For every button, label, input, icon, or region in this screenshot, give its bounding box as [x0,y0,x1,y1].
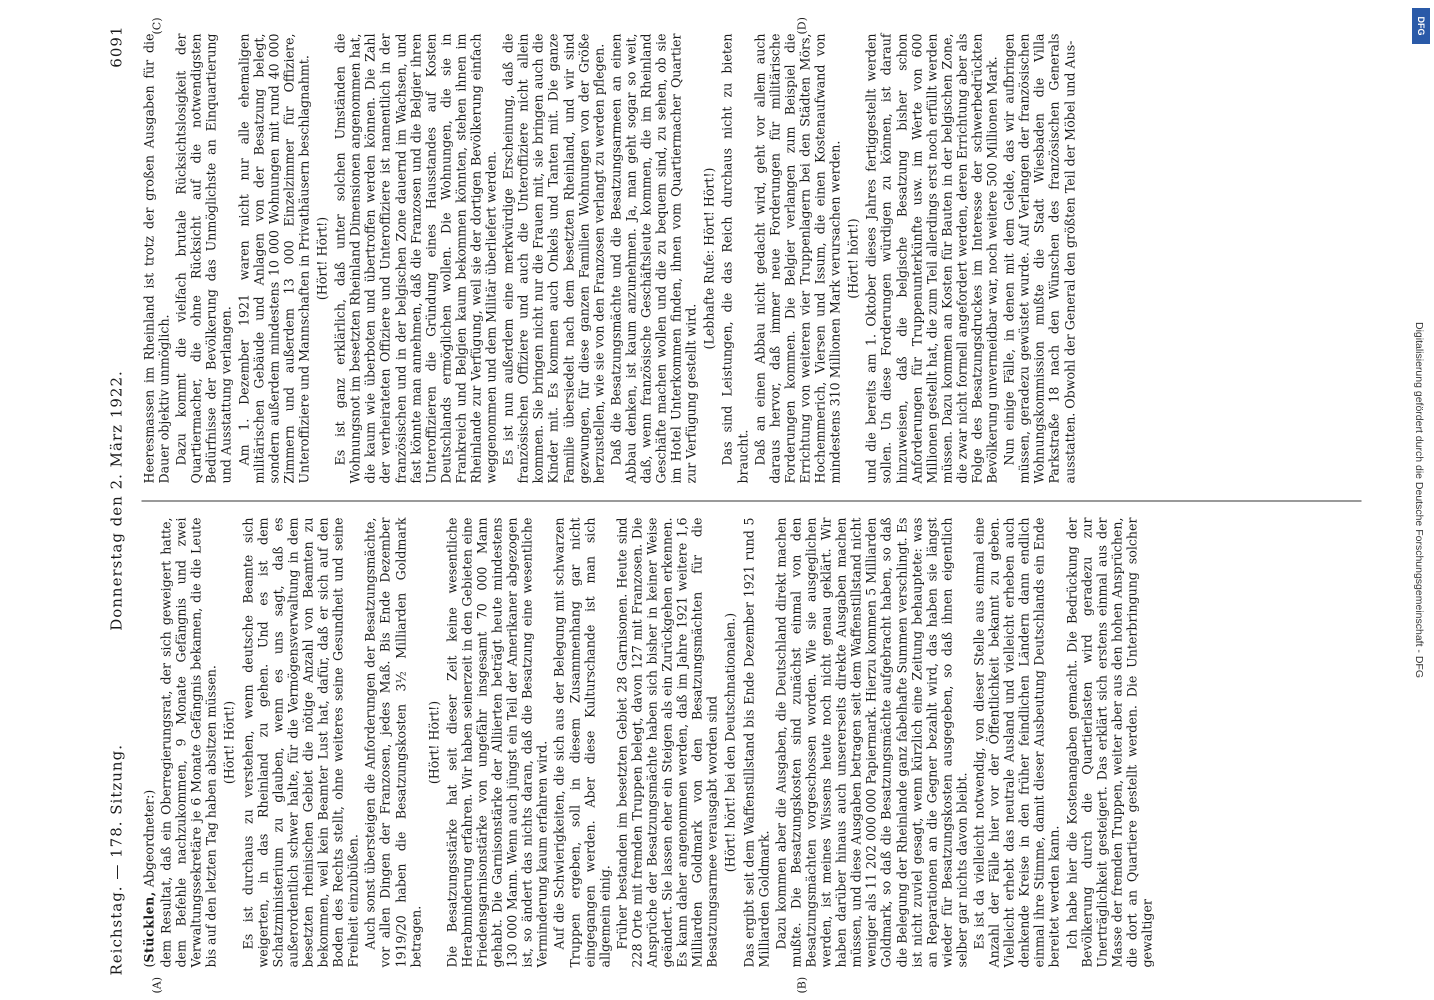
paragraph: Am 1. Dezember 1921 waren nicht nur alle ehemaligen militärischen Gebäude und Anlagen von der Besatzung belegt, sondern außerdem mindestens 10 000 Wohnungen mit rund 40 000 Zimmern und außerdem 13 000 Einzelzimmer für Offiziere, Unteroffiziere und Mannschaften in Privathäusern beschlagnahmt. [236,33,312,484]
dfg-logo-text: DFG [1416,16,1426,36]
paragraph: Früher bestanden im besetzten Gebiet 28 Garnisonen. Heute sind 228 Orte mit fremden Truppen belegt, davon 127 mit Franzosen. Die Ansprüche der Besatzungsmächte haben sich bisher in keiner Weise geändert. Sie lassen eher ein Steigen als ein Zurückgehen erkennen. Es kann daher angenommen werden, daß im Jahre 1921 weitere 1,6 Milliarden Goldmark von den Besatzungsmächten für die Besatzungsarmee verausgabt worden sind [614,517,720,968]
page-number: 6091 [107,25,126,68]
paragraph: Auch sonst übersteigen die Anforderungen der Besatzungsmächte, vor allen Dingen der Franzosen, jedes Maß. Bis Ende Dezember 1919/20 haben die Besatzungskosten 3½ Milliarden Goldmark betragen. [362,517,424,968]
margin-marker-c: (C) [150,17,164,35]
paragraph: Es ist ganz erklärlich, daß unter solchen Umständen die Wohnungsnot im besetzten Rheinland Dimensionen angenommen hat, die kaum wie überboten und übertroffen werden können. Die Zahl der verheirateten Offiziere und Unteroffiziere ist namentlich in der französischen und in der belgischen Zone dauernd im Wachsen, und fast könnte man annehmen, daß die Franzosen und die Belgier ihren Unteroffizieren die Gründung eines Hausstandes auf Kosten Deutschlands ermöglichen wollen. Die Wohnungen, die sie in Frankreich und Belgien kaum bekommen könnten, stehen ihnen im Rheinlande zur Verfügung, weil sie der dortigen Bevölkerung einfach weggenommen und dem Militär überliefert werden. [332,33,499,484]
interjection: (Hört! hört!) [845,218,861,299]
paragraph: und die bereits am 1. Oktober dieses Jahres fertiggestellt werden sollen. Un diese Forderungen würdigen zu können, ist darauf hinzuweisen, daß die belgische Besatzung bisher schon Anforderungen für Truppenunterkünfte usw. im Werte von 600 Millionen gestellt hat, die zum Teil allerdings erst noch erfüllt werden müssen. Dazu kommen an Kosten für Bauten in der belgischen Zone, die zwar nicht formell angefordert werden, deren Errichtung aber als Folge des Besatzungsdruckes im Interesse der schwerbedrückten Bevölkerung unvermeidbar war, noch weitere 500 Millionen Mark. [863,33,1000,484]
paragraph: Daß die Besatzungsmächte und die Besatzungsarmeen an einen Abbau denken, ist kaum anzunehmen. Ja, man geht sogar so weit, daß, wenn französische Geschäftsleute kommen, die im Rheinland Geschäfte machen wollen und die zu bequem sind, zu sehen, ob sie im Hotel Unterkommen finden, ihnen vom Quartiermacher Quartier zur Verfügung gestellt wird. [608,33,699,484]
column-right [142,34,1080,484]
speaker-line: (Stücklen, Abgeordneter:) [141,789,157,968]
paragraph: dem Resultat, daß ein Oberregierungsrat, der sich geweigert hatte, dem Befehle nachzukommen, 9 Monate Gefängnis und zwei Verwaltungssekretäre je 6 Monate Gefängnis bekamen, die die Leute bis auf den letzten Tag haben absitzen müssen. [158,517,219,968]
speaker-role: Abgeordneter: [141,794,157,888]
margin-marker-b: (B) [795,976,809,994]
paragraph: Das ergibt seit dem Waffenstillstand bis Ende Dezember 1921 rund 5 Milliarden Goldmark. [741,517,772,968]
paragraph: Es ist durchaus zu verstehen, wenn deutsche Beamte sich weigerten, in das Rheinland zu gehen. Und es ist dem Schatzministerium zu glauben, wenn es uns sagt, daß es außerordentlich schwer halte, für die Vermögensverwaltung in dem besetzten rheinischen Gebiet die nötige Anzahl von Beamten zu bekommen, weil kein Beamter Lust hat, dafür, daß er sich auf den Boden des Rechts stellt, ohne weiteres seine Gesundheit und seine Freiheit einzubüßen. [240,517,361,968]
paragraph: Heeresmassen im Rheinland ist trotz der großen Ausgaben für die Dauer objektiv unmöglich. [141,33,172,484]
speaker-name: Stücklen, [141,891,157,963]
margin-marker-d: (D) [795,17,809,35]
paragraph: Das sind Leistungen, die das Reich durchaus nicht zu bieten braucht. [719,33,751,484]
paragraph: Dazu kommen aber die Ausgaben, die Deutschland direkt machen mußte. Die Besatzungskosten sind zunächst einmal von den Besatzungsmächten vorgeschossen worden. Wie sie ausgeglichen werden, ist meines Wissens heute noch nicht genau geklärt. Wir haben darüber hinaus auch unsererseits direkte Ausgaben machen müssen, und diese Ausgaben betragen seit dem Waffenstillstand nicht weniger als 11 202 000 000 Papiermark. Hierzu kommen 5 Milliarden Goldmark, so daß die Besatzungsmächte aufgebracht haben, so daß die Belegung der Rheinlande ganz fabelhafte Summen verschlingt. Es ist nicht zuviel gesagt, wenn kürzlich eine Zeitung behauptete: was an Reparationen an die Gegner bezahlt wird, das haben sie längst wieder für Besatzungskosten ausgegeben, so daß ihnen eigentlich selber gar nichts davon bleibt. [773,517,970,968]
paragraph: Die Besatzungsstärke hat seit dieser Zeit keine wesentliche Herabminderung erfahren. Wir haben seinerzeit in den Gebieten eine Friedensgarnisonstärke von ungefähr insgesamt 70 000 Mann gehabt. Die Garnisonstärke der Alliierten beträgt heute mindestens 130 000 Mann. Wenn auch jüngst ein Teil der Amerikaner abgezogen ist, so ändert das nichts daran, daß die Besatzung eine wesentliche Verminderung kaum erfahren wird. [444,517,550,968]
column-divider [142,501,1362,502]
paragraph: Daß an einen Abbau nicht gedacht wird, geht vor allem auch daraus hervor, daß immer neue Forderungen für militärische Forderungen kommen. Die Belgier verlangen zum Beispiel die Errichtung von weiteren vier Truppenlagern bei den Städten Mörs, Hochemmerich, Viersen und Issum, die einen Kostenaufwand von mindestens 310 Millionen Mark verursachen werden. [752,33,843,484]
page-header [107,25,132,976]
interjection: (Hört! Hört!) [221,700,237,785]
interjection: (Hört! Hört!) [426,700,442,785]
interjection: (Hört! hört! bei den Deutschnationalen.) [722,612,738,873]
interjection: (Hört! Hört!) [314,216,330,301]
paragraph: Es ist nun außerdem eine merkwürdige Erscheinung, daß die französischen Offiziere und auch die Unteroffiziere nicht allein kommen. Sie bringen nicht nur die Frauen mit, sie bringen auch die Kinder mit. Es kommen auch Onkels und Tanten mit. Die ganze Familie übersiedelt nach dem besetzten Rheinland, und wir sind gezwungen, für diese ganzen Familien Wohnungen von der Größe herzustellen, wie sie von den Franzosen verlangt zu werden pflegen. [500,33,607,484]
document-page [50,6,1405,996]
paragraph: Ich habe hier die Kostenangaben gemacht. Die Bedrückung der Bevölkerung durch die Quartierlasten wird geradezu zur Unerträglichkeit gesteigert. Das erklärt sich erstens einmal aus der Masse der fremden Truppen, weiter aber aus den hohen Ansprüchen, die dort an Quartiere gestellt werden. Die Unterbringung solcher gewaltiger [1064,517,1155,968]
paragraph: Nun einige Fälle, in denen mit dem Gelde, das wir aufbringen müssen, geradezu gewüstet wurde. Auf Verlangen der französischen Wohnungskommission mußte die Stadt Wiesbaden die Villa Parkstraße 18 nach den Wünschen des französischen Generals ausstatten. Obwohl der General den größten Teil der Möbel und Aus- [1001,33,1078,484]
paragraph: Dazu kommt die vielfach brutale Rücksichtslosigkeit der Quartiermacher, die ohne Rücksicht auf die notwendigsten Bedürfnisse der Bevölkerung das Unmöglichste an Einquartierung und Ausstattung verlangen. [173,33,234,484]
paragraph: Es ist da vielleicht notwendig, von dieser Stelle aus einmal eine Anzahl der Fälle hier vor der Öffentlichkeit bekannt zu geben. Vielleicht erhebt das neutrale Ausland und vielleicht erheben auch denkende Kreise in den früher feindlichen Ländern dann endlich einmal ihre Stimme, damit dieser Ausbeutung Deutschlands ein Ende bereitet werden kann. [971,517,1062,968]
digitization-note-text: Digitalisierung gefördert durch die Deutsche Forschungsgemeinschaft - DFG [1413,321,1425,679]
column-left [142,518,1157,968]
paragraph: Auf die Schwierigkeiten, die sich aus der Belegung mit schwarzen Truppen ergeben, soll in diesem Zusammenhang gar nicht eingegangen werden. Aber diese Kulturschande ist man sich allgemein einig. [551,517,613,968]
header-left: Reichstag. — 178. Sitzung. [107,744,126,976]
interjection: (Lebhafte Rufe: Hört! Hört!) [701,167,717,350]
margin-marker-a: (A) [150,976,164,994]
header-date: Donnerstag den 2. März 1922. [107,370,126,631]
digitization-note [1408,8,1430,992]
